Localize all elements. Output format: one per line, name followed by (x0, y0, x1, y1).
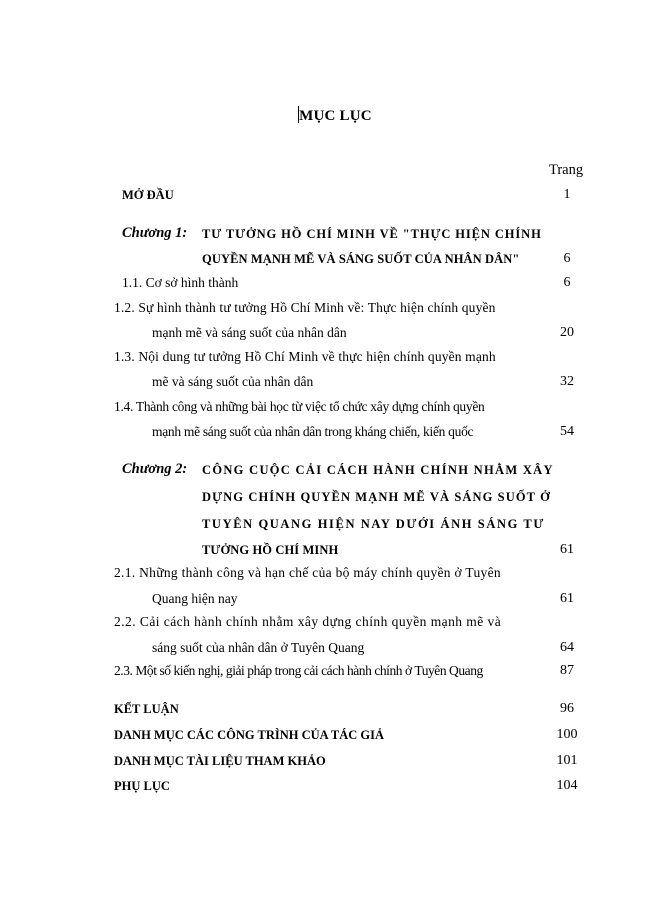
chapter-title-line: CÔNG CUỘC CẢI CÁCH HÀNH CHÍNH NHẰM XÂY (202, 463, 554, 477)
toc-entry-page: 101 (556, 753, 578, 768)
chapter-title-line: QUYỀN MẠNH MẼ VÀ SÁNG SUỐT CỦA NHÂN DÂN" (202, 252, 520, 266)
chapter-title-line: DỰNG CHÍNH QUYỀN MẠNH MẼ VÀ SÁNG SUỐT Ở (202, 490, 551, 504)
toc-entry-page: 54 (560, 424, 574, 439)
toc-entry-ket-luan[interactable] (114, 701, 587, 721)
toc-entry-1-1[interactable] (122, 275, 587, 295)
toc-entry-1-4[interactable] (114, 399, 587, 445)
toc-entry-page: 32 (560, 374, 574, 389)
chapter-title-line: TƯỞNG HỒ CHÍ MINH (202, 543, 339, 557)
toc-entry-text: 2.3. Một số kiến nghị, giải pháp trong cải cách hành chính ở Tuyên Quang (114, 663, 483, 678)
toc-entry-page: 100 (556, 727, 578, 742)
chapter-label: Chương 1: (122, 225, 188, 241)
toc-entry-text: 1.1. Cơ sở hình thành (122, 275, 239, 290)
toc-entry-danh-muc-cong-trinh[interactable] (114, 727, 587, 747)
toc-entry-mo-dau[interactable] (122, 187, 587, 207)
toc-entry-text: KẾT LUẬN (114, 702, 179, 716)
toc-entry-chuong-2[interactable] (122, 461, 587, 561)
toc-entry-page: 6 (563, 275, 571, 290)
toc-entry-chuong-1[interactable] (122, 225, 587, 273)
toc-entry-2-3[interactable] (114, 663, 587, 683)
toc-entry-text-cont: mẽ và sáng suốt của nhân dân (152, 374, 314, 389)
chapter-title-line: TUYÊN QUANG HIỆN NAY DƯỚI ÁNH SÁNG TƯ (202, 517, 545, 531)
toc-entry-text: MỞ ĐẦU (122, 188, 174, 202)
toc-entry-1-3[interactable] (114, 349, 587, 395)
title-text: MỤC LỤC (299, 108, 372, 124)
toc-entry-text: 1.3. Nội dung tư tưởng Hồ Chí Minh về thực hiện chính quyền mạnh (114, 349, 496, 364)
toc-entry-text: DANH MỤC CÁC CÔNG TRÌNH CỦA TÁC GIẢ (114, 728, 385, 742)
toc-entry-page: 61 (560, 542, 574, 557)
toc-entry-page: 6 (563, 251, 571, 266)
toc-entry-page: 96 (560, 701, 574, 716)
toc-entry-2-1[interactable] (114, 565, 587, 611)
chapter-title-line: TƯ TƯỞNG HỒ CHÍ MINH VỀ "THỰC HIỆN CHÍNH (202, 227, 542, 241)
toc-entry-text-cont: mạnh mẽ sáng suốt của nhân dân trong kháng chiến, kiến quốc (152, 424, 474, 439)
toc-entry-text: 1.2. Sự hình thành tư tưởng Hồ Chí Minh về: Thực hiện chính quyền (114, 300, 496, 315)
page-column-header: Trang (549, 162, 584, 178)
toc-entry-page: 104 (556, 778, 578, 793)
toc-entry-page: 61 (560, 591, 574, 606)
toc-entry-2-2[interactable] (114, 614, 587, 660)
toc-entry-page: 20 (560, 325, 574, 340)
toc-entry-text-cont: sáng suốt của nhân dân ở Tuyên Quang (152, 640, 365, 655)
toc-entry-text: 2.2. Cải cách hành chính nhằm xây dựng chính quyền mạnh mẽ và (114, 614, 502, 629)
toc-entry-text: 2.1. Những thành công và hạn chế của bộ máy chính quyền ở Tuyên (114, 565, 501, 580)
toc-entry-text-cont: Quang hiện nay (152, 591, 238, 606)
chapter-label: Chương 2: (122, 461, 188, 477)
toc-entry-page: 64 (560, 640, 574, 655)
toc-entry-phu-luc[interactable] (114, 778, 587, 798)
toc-entry-1-2[interactable] (114, 300, 587, 346)
toc-entry-text: PHỤ LỤC (114, 779, 170, 793)
page-title (0, 106, 670, 125)
toc-entry-page: 87 (560, 663, 574, 678)
toc-entry-text-cont: mạnh mẽ và sáng suốt của nhân dân (152, 325, 347, 340)
toc-entry-text: 1.4. Thành công và những bài học từ việc tổ chức xây dựng chính quyền (114, 399, 485, 414)
toc-entry-page: 1 (563, 187, 571, 202)
toc-entry-tai-lieu-tham-khao[interactable] (114, 753, 587, 773)
toc-entry-text: DANH MỤC TÀI LIỆU THAM KHẢO (114, 754, 326, 768)
